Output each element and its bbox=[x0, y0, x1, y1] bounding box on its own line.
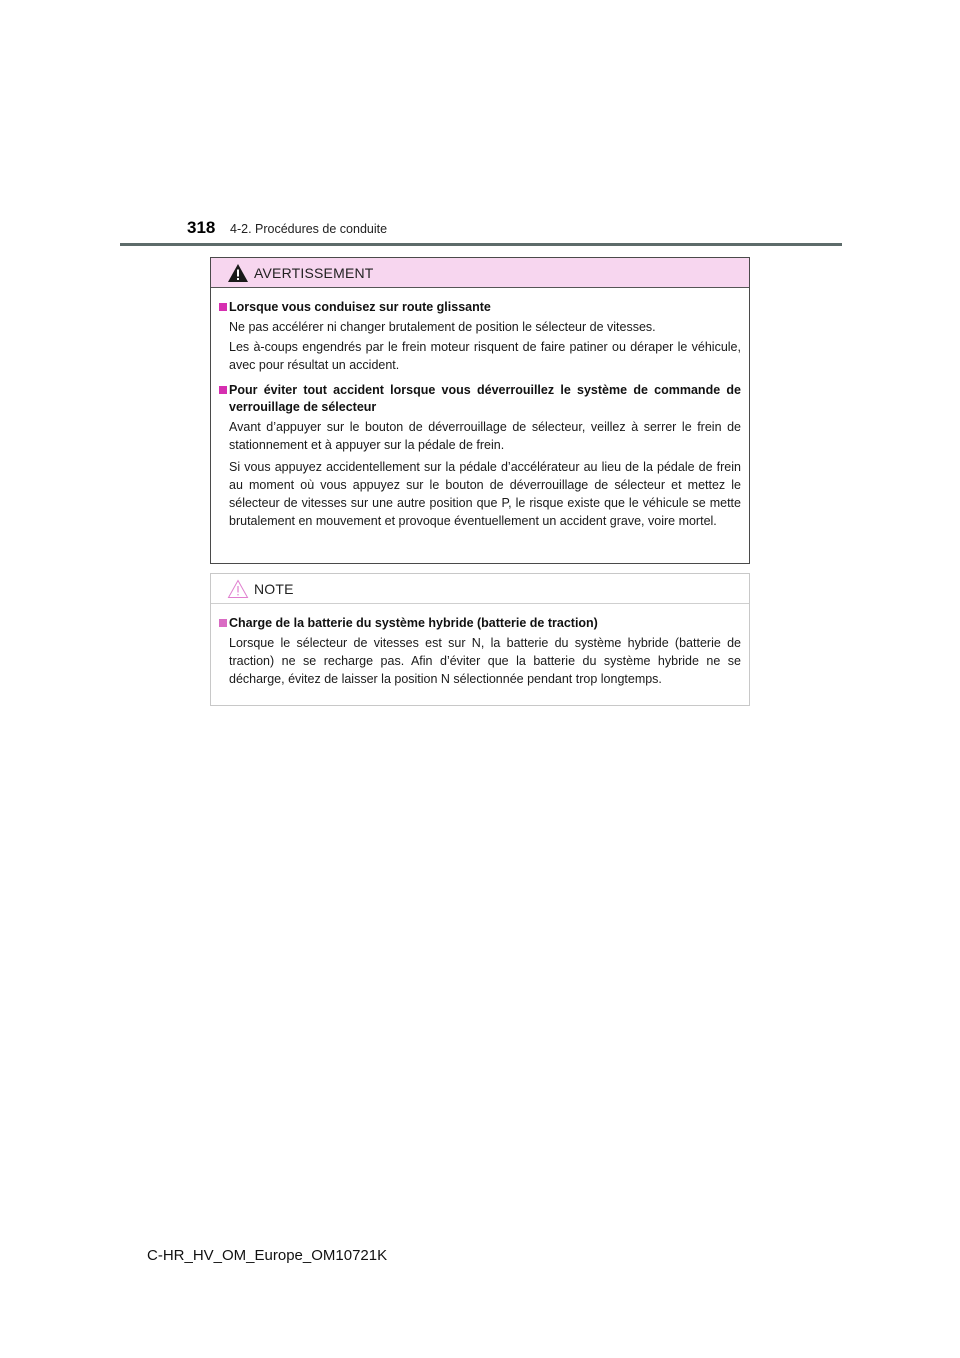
warning-triangle-icon bbox=[227, 263, 249, 283]
square-bullet-icon bbox=[219, 303, 227, 311]
caution-triangle-outline-icon bbox=[227, 579, 249, 599]
warning-paragraph: Avant d’appuyer sur le bouton de déverrouillage de sélecteur, veillez à serrer le frein de stationnement et à appuyer sur la pédale de frein. bbox=[229, 420, 741, 452]
note-paragraph: Lorsque le sélecteur de vitesses est sur N, la batterie du système hybride (batterie de traction) ne se recharge pas. Afin d’éviter que la batterie du système hybride ne se décharge, évitez de laisser la position N sélectionnée pendant trop longtemps. bbox=[229, 636, 741, 686]
note-item bbox=[219, 615, 741, 688]
page-number: 318 bbox=[187, 218, 216, 237]
note-body bbox=[211, 604, 749, 688]
note-item-heading: Charge de la batterie du système hybride (batterie de traction) bbox=[219, 615, 741, 632]
warning-item bbox=[219, 382, 741, 530]
square-bullet-icon bbox=[219, 386, 227, 394]
note-header bbox=[211, 574, 749, 604]
warning-item-heading: Lorsque vous conduisez sur route glissante bbox=[219, 299, 741, 316]
warning-box bbox=[210, 257, 750, 564]
square-bullet-icon bbox=[219, 619, 227, 627]
warning-paragraph: Si vous appuyez accidentellement sur la pédale d’accélérateur au lieu de la pédale de frein au moment où vous appuyez sur le bouton de déverrouillage de sélecteur et mettez le sélecteur de vitesses sur une autre position que P, le risque existe que le véhicule se mette brutalement en mouvement et provoque éventuellement un accident grave, voire mortel. bbox=[229, 460, 741, 528]
warning-item bbox=[219, 299, 741, 374]
note-title: NOTE bbox=[254, 581, 294, 597]
warning-item-heading: Pour éviter tout accident lorsque vous déverrouillez le système de commande de verrouillage de sélecteur bbox=[219, 382, 741, 416]
note-box bbox=[210, 573, 750, 706]
warning-paragraph: Les à-coups engendrés par le frein moteur risquent de faire patiner ou déraper le véhicule, avec pour résultat un accident. bbox=[229, 340, 741, 372]
document-code: C-HR_HV_OM_Europe_OM10721K bbox=[147, 1247, 388, 1264]
header-rule bbox=[120, 243, 842, 246]
warning-title: AVERTISSEMENT bbox=[254, 265, 374, 281]
warning-header bbox=[211, 258, 749, 288]
section-title: 4-2. Procédures de conduite bbox=[230, 222, 388, 236]
warning-paragraph: Ne pas accélérer ni changer brutalement de position le sélecteur de vitesses. bbox=[229, 320, 656, 334]
warning-body bbox=[211, 288, 749, 530]
